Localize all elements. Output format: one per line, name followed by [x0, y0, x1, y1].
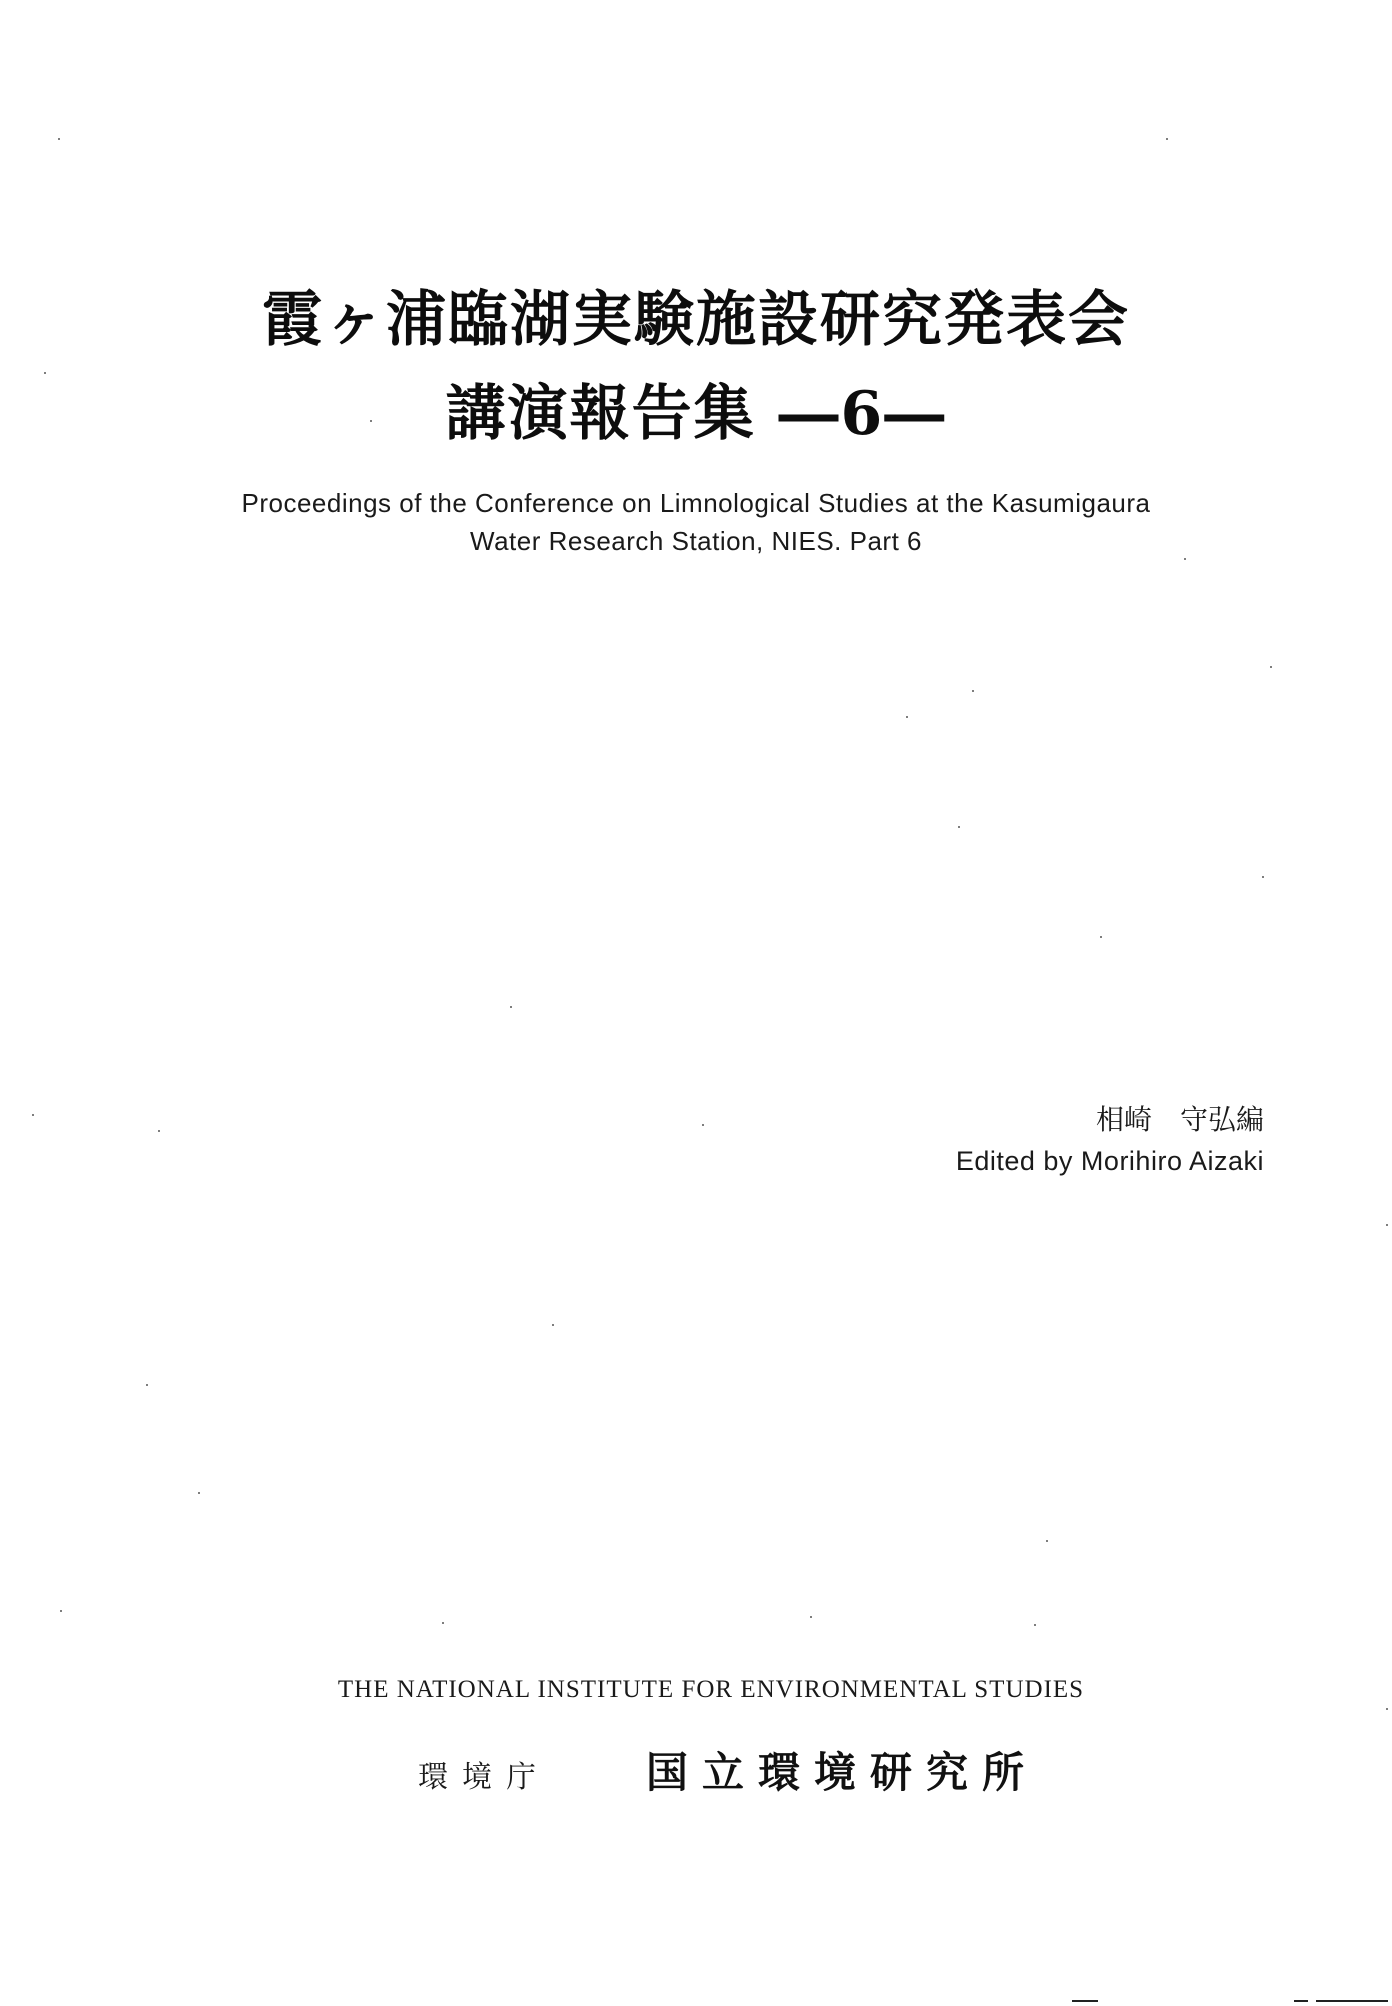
- publisher-name-japanese: 国立環境研究所: [646, 1748, 1039, 1797]
- title-line-2: 講演報告集 ―6―: [445, 379, 947, 449]
- scan-speck: [810, 1616, 812, 1618]
- scan-speck: [1270, 666, 1272, 668]
- scan-speck: [1034, 1624, 1036, 1626]
- scan-speck: [702, 1124, 704, 1126]
- editor-name-japanese: 相崎 守弘編: [1095, 1103, 1264, 1136]
- scan-speck: [158, 1130, 160, 1132]
- scan-speck: [906, 716, 908, 718]
- scan-speck: [58, 138, 60, 140]
- scan-speck: [972, 690, 974, 692]
- scan-edge-mark: [1316, 2000, 1388, 2002]
- scan-speck: [1386, 1708, 1388, 1710]
- scan-speck: [44, 372, 46, 374]
- scan-speck: [1100, 936, 1102, 938]
- scan-speck: [552, 1324, 554, 1326]
- english-title-line-1: Proceedings of the Conference on Limnological Studies at the Kasumigaura: [241, 488, 1151, 518]
- agency-name-japanese: 環境庁: [418, 1760, 550, 1795]
- scan-speck: [60, 1610, 62, 1612]
- scan-speck: [32, 1114, 34, 1116]
- scan-speck: [442, 1622, 444, 1624]
- scan-edge-mark: [1294, 2000, 1308, 2002]
- scan-speck: [1184, 558, 1186, 560]
- scan-speck: [198, 1492, 200, 1494]
- scan-speck: [1262, 876, 1264, 878]
- editor-name-english: Edited by Morihiro Aizaki: [955, 1146, 1264, 1176]
- scan-speck: [1166, 138, 1168, 140]
- english-title-line-2: Water Research Station, NIES. Part 6: [470, 526, 922, 556]
- scan-speck: [370, 420, 372, 422]
- scan-edge-mark: [1072, 2000, 1098, 2002]
- title-line-1: 霞ヶ浦臨湖実験施設研究発表会: [262, 285, 1130, 355]
- scan-speck: [146, 1384, 148, 1386]
- scan-speck: [1046, 1540, 1048, 1542]
- scan-speck: [958, 826, 960, 828]
- scan-speck: [510, 1006, 512, 1008]
- publisher-name-english: THE NATIONAL INSTITUTE FOR ENVIRONMENTAL STUDIES: [337, 1676, 1085, 1703]
- scan-speck: [1386, 1224, 1388, 1226]
